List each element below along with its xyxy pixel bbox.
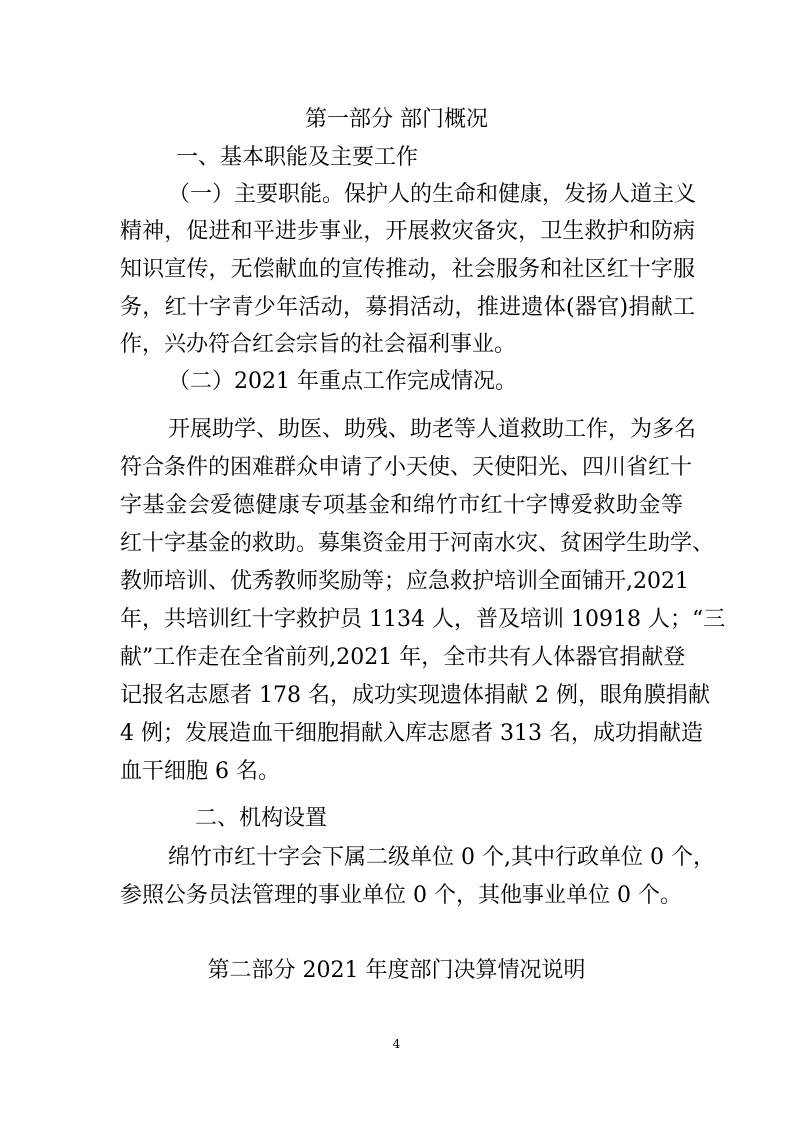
subsection-two-heading: （二）2021 年重点工作完成情况。	[168, 369, 517, 394]
paragraph-line: 4 例；发展造血干细胞捐献入库志愿者 313 名，成功捐献造	[120, 721, 703, 746]
paragraph-line: 字基金会爱德健康专项基金和绵竹市红十字博爱救助金等	[120, 493, 683, 518]
part-one-title: 第一部分 部门概况	[305, 107, 488, 132]
paragraph-line: 血干细胞 6 名。	[120, 759, 280, 784]
paragraph-line: 务，红十字青少年活动，募捐活动，推进遗体(器官)捐献工	[120, 295, 695, 320]
paragraph-line: 年，共培训红十字救护员 1134 人，普及培训 10918 人；“三	[120, 607, 726, 632]
paragraph-line: 精神，促进和平进步事业，开展救灾备灾，卫生救护和防病	[120, 219, 695, 244]
paragraph-line: 知识宣传，无偿献血的宣传推动，社会服务和社区红十字服	[120, 257, 695, 282]
paragraph-line: 教师培训、优秀教师奖励等；应急救护培训全面铺开,2021	[120, 569, 689, 594]
section-two-heading: 二、机构设置	[195, 806, 328, 831]
paragraph-line: 参照公务员法管理的事业单位 0 个，其他事业单位 0 个。	[120, 883, 682, 908]
paragraph-line: 献”工作走在全省前列,2021 年，全市共有人体器官捐献登	[120, 645, 686, 670]
paragraph-line: 开展助学、助医、助残、助老等人道救助工作，为多名	[168, 417, 697, 442]
paragraph-line: （一）主要职能。保护人的生命和健康，发扬人道主义	[168, 182, 697, 207]
part-two-title: 第二部分 2021 年度部门决算情况说明	[207, 958, 586, 983]
paragraph-line: 作，兴办符合红会宗旨的社会福利事业。	[120, 332, 517, 357]
page-number: 4	[392, 1037, 401, 1051]
paragraph-line: 红十字基金的救助。募集资金用于河南水灾、贫困学生助学、	[120, 531, 715, 556]
section-one-heading: 一、基本职能及主要工作	[176, 145, 419, 170]
paragraph-line: 符合条件的困难群众申请了小天使、天使阳光、四川省红十	[120, 455, 693, 480]
paragraph-line: 绵竹市红十字会下属二级单位 0 个,其中行政单位 0 个，	[168, 845, 715, 870]
paragraph-line: 记报名志愿者 178 名，成功实现遗体捐献 2 例，眼角膜捐献	[120, 683, 710, 708]
